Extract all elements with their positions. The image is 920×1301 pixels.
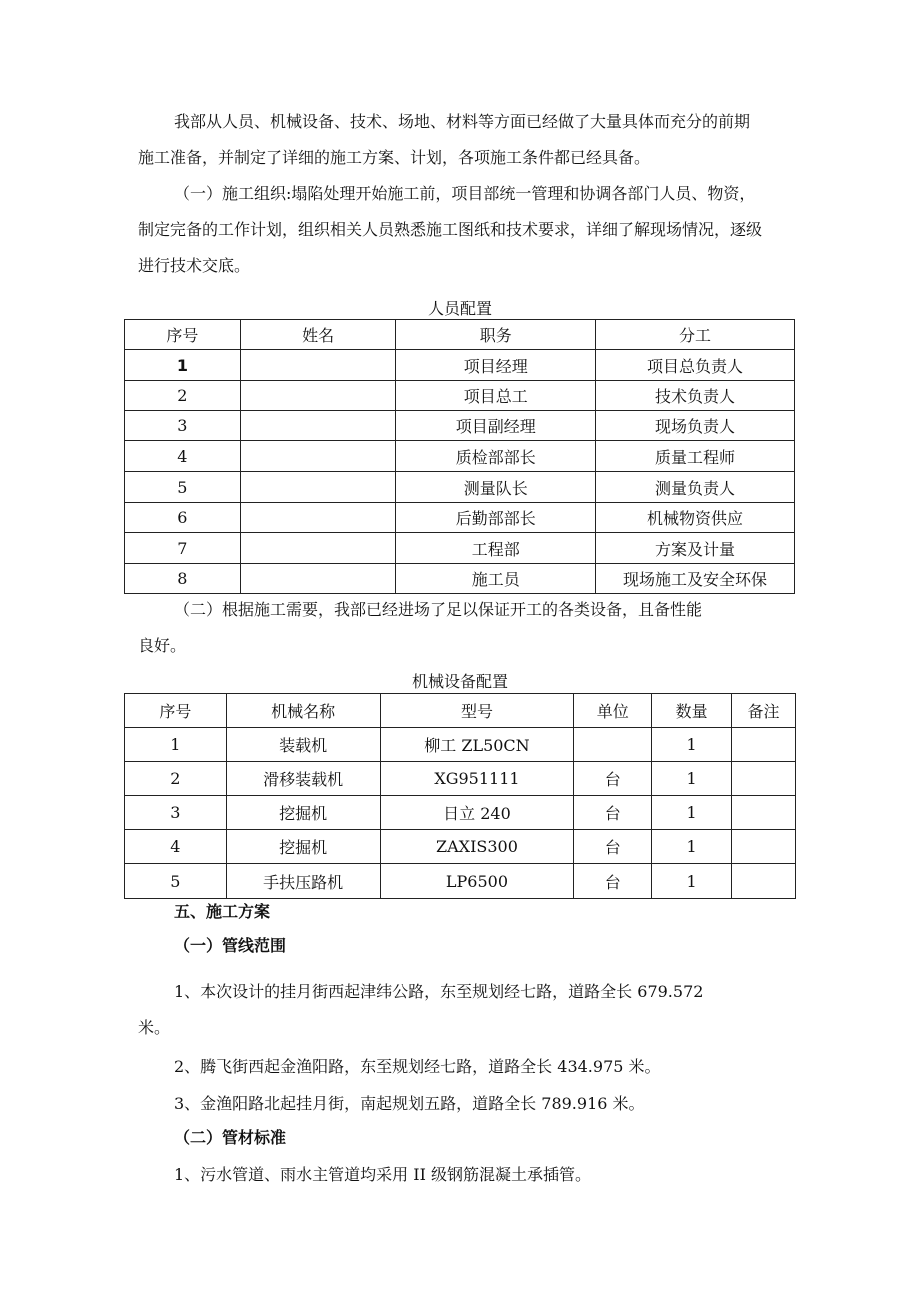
table-cell — [240, 411, 396, 441]
table-cell: 8 — [125, 564, 241, 594]
table-cell: 柳工 ZL50CN — [380, 728, 574, 762]
table-row — [125, 830, 796, 864]
table-cell: 2 — [125, 762, 227, 796]
table-cell: 1 — [652, 830, 732, 864]
table-row — [125, 503, 795, 533]
table-cell: 挖掘机 — [226, 796, 380, 830]
table-cell: 质检部部长 — [396, 441, 596, 472]
table-cell: 7 — [125, 533, 241, 564]
table-cell — [240, 350, 396, 381]
table-cell: 项目总负责人 — [596, 350, 795, 381]
table-cell: 项目总工 — [396, 381, 596, 411]
table-cell: 滑移装载机 — [226, 762, 380, 796]
table-cell: 项目经理 — [396, 350, 596, 381]
personnel-table-caption: 人员配置 — [427, 299, 492, 318]
header-cell: 机械名称 — [226, 694, 380, 728]
personnel-table-header-row — [125, 320, 795, 350]
table-cell — [240, 441, 396, 472]
table-cell — [732, 728, 796, 762]
table-cell: 挖掘机 — [226, 830, 380, 864]
intro-line-2: 施工准备，并制定了详细的施工方案、计划，各项施工条件都已经具备。 — [138, 148, 651, 167]
table-cell — [240, 564, 396, 594]
table-row — [125, 533, 795, 564]
intro-line-1: 我部从人员、机械设备、技术、场地、材料等方面已经做了大量具体而充分的前期 — [174, 112, 751, 131]
table-cell: 3 — [125, 411, 241, 441]
table-cell: 日立 240 — [380, 796, 574, 830]
section1-paragraph — [138, 176, 798, 284]
table-cell — [240, 472, 396, 503]
table-cell — [732, 864, 796, 899]
table-cell — [240, 533, 396, 564]
plan-item-4: 1、污水管道、雨水主管道均采用 II 级钢筋混凝土承插管。 — [174, 1165, 591, 1184]
subheading-pipeline-scope: （一）管线范围 — [174, 936, 287, 955]
table-cell: 台 — [574, 762, 652, 796]
table-cell: 方案及计量 — [596, 533, 795, 564]
header-cell: 数量 — [652, 694, 732, 728]
table-cell: 测量队长 — [396, 472, 596, 503]
header-cell: 姓名 — [240, 320, 396, 350]
table-cell: 后勤部部长 — [396, 503, 596, 533]
section-heading-plan: 五、施工方案 — [174, 902, 271, 921]
table-row — [125, 441, 795, 472]
header-cell: 备注 — [732, 694, 796, 728]
header-cell: 职务 — [396, 320, 596, 350]
header-cell: 型号 — [380, 694, 574, 728]
table-cell: 1 — [125, 728, 227, 762]
table-cell — [240, 381, 396, 411]
table-row — [125, 411, 795, 441]
table-cell: 台 — [574, 796, 652, 830]
table-row — [125, 381, 795, 411]
table-cell: 装载机 — [226, 728, 380, 762]
table-cell — [732, 762, 796, 796]
plan-item-1-line-2: 米。 — [138, 1018, 171, 1037]
personnel-table — [124, 319, 795, 594]
table-cell: 4 — [125, 830, 227, 864]
table-cell: 质量工程师 — [596, 441, 795, 472]
table-cell: 现场施工及安全环保 — [596, 564, 795, 594]
section2-line-1: （二）根据施工需要，我部已经进场了足以保证开工的各类设备，且备性能 — [174, 600, 703, 619]
table-cell: 技术负责人 — [596, 381, 795, 411]
table-cell — [732, 830, 796, 864]
table-row — [125, 472, 795, 503]
table-cell: 台 — [574, 864, 652, 899]
table-cell: 1 — [652, 796, 732, 830]
table-cell: 1 — [652, 728, 732, 762]
header-cell: 序号 — [125, 694, 227, 728]
plan-item-3: 3、金渔阳路北起挂月街，南起规划五路，道路全长 789.916 米。 — [174, 1094, 645, 1113]
table-cell: 测量负责人 — [596, 472, 795, 503]
table-cell: 机械物资供应 — [596, 503, 795, 533]
equipment-table-caption: 机械设备配置 — [411, 672, 508, 691]
subheading-pipe-standard: （二）管材标准 — [174, 1128, 287, 1147]
table-cell — [240, 503, 396, 533]
table-cell: 工程部 — [396, 533, 596, 564]
table-cell: 1 — [125, 350, 241, 381]
table-cell: 5 — [125, 864, 227, 899]
table-row — [125, 864, 796, 899]
table-cell: 手扶压路机 — [226, 864, 380, 899]
table-cell: 4 — [125, 441, 241, 472]
table-cell: 现场负责人 — [596, 411, 795, 441]
table-cell: ZAXIS300 — [380, 830, 574, 864]
section2-paragraph — [138, 592, 798, 664]
table-cell: 6 — [125, 503, 241, 533]
table-row — [125, 350, 795, 381]
section2-line-2: 良好。 — [138, 636, 187, 655]
table-row — [125, 796, 796, 830]
table-cell: 1 — [652, 762, 732, 796]
header-cell: 序号 — [125, 320, 241, 350]
table-row — [125, 762, 796, 796]
intro-paragraph — [138, 104, 798, 176]
section1-line-3: 进行技术交底。 — [138, 256, 251, 275]
table-cell: 2 — [125, 381, 241, 411]
table-cell: 台 — [574, 830, 652, 864]
equipment-table — [124, 693, 796, 899]
plan-item-2: 2、腾飞街西起金渔阳路，东至规划经七路，道路全长 434.975 米。 — [174, 1057, 661, 1076]
equipment-table-header-row — [125, 694, 796, 728]
table-cell: 项目副经理 — [396, 411, 596, 441]
table-row — [125, 564, 795, 594]
section1-line-2: 制定完备的工作计划，组织相关人员熟悉施工图纸和技术要求，详细了解现场情况，逐级 — [138, 220, 763, 239]
table-cell: 3 — [125, 796, 227, 830]
table-cell: 1 — [652, 864, 732, 899]
table-cell — [732, 796, 796, 830]
section1-line-1: （一）施工组织:塌陷处理开始施工前，项目部统一管理和协调各部门人员、物资， — [174, 184, 756, 203]
header-cell: 单位 — [574, 694, 652, 728]
table-cell — [574, 728, 652, 762]
table-cell: 施工员 — [396, 564, 596, 594]
plan-item-1-line-1: 1、本次设计的挂月街西起津纬公路，东至规划经七路，道路全长 679.572 — [174, 982, 704, 1001]
table-cell: 5 — [125, 472, 241, 503]
table-cell: XG951111 — [380, 762, 574, 796]
table-row — [125, 728, 796, 762]
table-cell: LP6500 — [380, 864, 574, 899]
header-cell: 分工 — [596, 320, 795, 350]
